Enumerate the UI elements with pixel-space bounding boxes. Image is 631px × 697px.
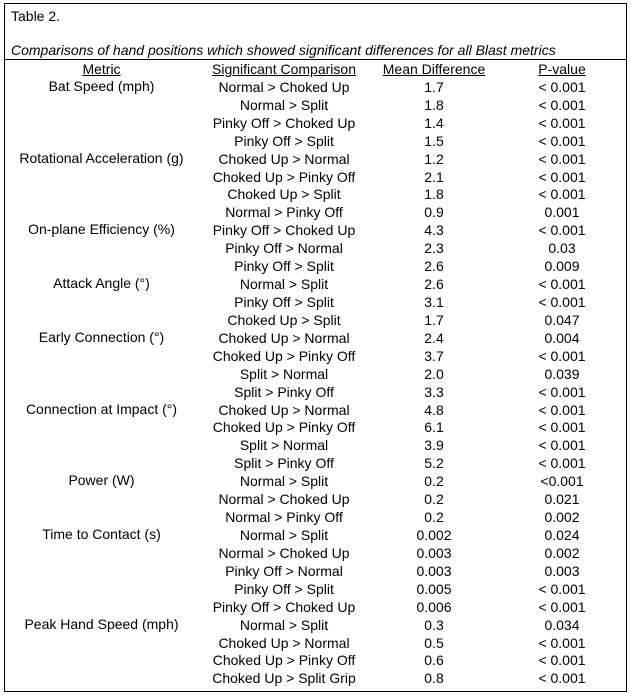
mean-difference-cell: 1.8: [424, 186, 444, 203]
p-value-cell: < 0.001: [538, 580, 586, 597]
mean-difference-cell: 2.1: [424, 168, 444, 185]
table-row: [5, 257, 626, 275]
comparison-cell: Pinky Off > Choked Up: [212, 598, 356, 615]
p-value-cell: < 0.001: [538, 132, 586, 149]
metric-cell: [5, 132, 198, 150]
p-value-cell: < 0.001: [538, 652, 586, 669]
p-value-cell: 0.002: [544, 544, 580, 561]
mean-difference-cell: 2.0: [424, 365, 444, 382]
comparison-cell: Pinky Off > Normal: [225, 562, 343, 579]
comparison-cell: Normal > Split: [239, 527, 329, 543]
mean-difference-cell: 1.7: [424, 78, 444, 95]
comparison-cell: Pinky Off > Normal: [225, 240, 343, 257]
table-row: [5, 221, 626, 239]
metric-cell: Rotational Acceleration (g): [19, 149, 184, 166]
metric-cell: [5, 598, 198, 616]
metric-cell: Connection at Impact (°): [25, 400, 178, 417]
mean-difference-cell: 2.4: [424, 329, 444, 346]
table-row: [5, 472, 626, 490]
metric-cell: [5, 652, 198, 670]
table-row: [5, 239, 626, 257]
comparison-cell: Pinky Off > Split: [234, 132, 334, 149]
mean-difference-cell: 4.8: [424, 401, 444, 418]
mean-difference-cell: 0.3: [424, 616, 444, 633]
mean-difference-cell: 3.7: [424, 347, 444, 364]
table-frame: [4, 3, 627, 692]
p-value-cell: < 0.001: [538, 168, 586, 185]
metric-cell: [5, 365, 198, 383]
table-row: [5, 580, 626, 598]
p-value-cell: < 0.001: [538, 78, 586, 95]
comparison-cell: Split > Normal: [239, 365, 329, 382]
table-row: [5, 275, 626, 293]
p-value-cell: < 0.001: [538, 670, 586, 687]
metric-cell: [5, 114, 198, 132]
table-row: [5, 347, 626, 365]
metric-cell: [5, 239, 198, 257]
mean-difference-cell: 3.3: [424, 383, 444, 400]
metric-cell: [5, 544, 198, 562]
table-row: [5, 419, 626, 437]
mean-difference-cell: 2.3: [424, 240, 444, 257]
metric-cell: Attack Angle (°): [53, 275, 150, 292]
comparison-cell: Pinky Off > Split: [234, 580, 334, 597]
mean-difference-cell: 0.2: [424, 491, 444, 508]
p-value-cell: 0.047: [544, 311, 580, 328]
mean-difference-cell: 1.5: [424, 132, 444, 149]
comparison-cell: Normal > Pinky Off: [225, 509, 343, 526]
table-row: [5, 150, 626, 168]
p-value-cell: 0.021: [544, 491, 580, 508]
table-row: [5, 329, 626, 347]
mean-difference-cell: 0.2: [424, 509, 444, 526]
table-row: [5, 508, 626, 526]
comparison-cell: Split > Pinky Off: [234, 383, 334, 400]
comparison-cell: Choked Up > Split: [227, 311, 341, 328]
table-row: [5, 634, 626, 652]
mean-difference-cell: 0.2: [424, 473, 444, 490]
mean-difference-cell: 0.5: [424, 634, 444, 651]
p-value-cell: < 0.001: [538, 634, 586, 651]
comparison-cell: Normal > Split: [239, 616, 329, 633]
mean-difference-cell: 1.2: [424, 150, 444, 167]
table-row: [5, 293, 626, 311]
metric-cell: [5, 562, 198, 580]
table-row: [5, 652, 626, 670]
p-value-cell: < 0.001: [538, 294, 586, 311]
table-row: [5, 114, 626, 132]
table-row: [5, 186, 626, 204]
metric-cell: [5, 580, 198, 598]
metric-cell: [5, 347, 198, 365]
p-value-cell: < 0.001: [538, 276, 586, 293]
p-value-cell: 0.03: [548, 240, 576, 257]
p-value-cell: 0.009: [544, 258, 580, 275]
p-value-cell: < 0.001: [538, 222, 586, 239]
table-row: [5, 365, 626, 383]
table-row: [5, 203, 626, 221]
p-value-cell: < 0.001: [538, 401, 586, 418]
table-caption: Comparisons of hand positions which showed significant differences for all Blast metrics: [11, 42, 556, 58]
table-row: [5, 132, 626, 150]
metric-cell: [5, 436, 198, 454]
comparison-cell: Choked Up > Pinky Off: [212, 419, 356, 436]
table-row: [5, 96, 626, 114]
p-value-cell: 0.034: [544, 616, 580, 633]
p-value-cell: < 0.001: [538, 96, 586, 113]
comparison-cell: Pinky Off > Split: [234, 294, 334, 311]
mean-difference-cell: 6.1: [424, 419, 444, 436]
comparison-cell: Normal > Choked Up: [218, 491, 350, 508]
comparison-cell: Normal > Pinky Off: [225, 204, 343, 221]
p-value-cell: < 0.001: [538, 383, 586, 400]
table-row: [5, 562, 626, 580]
metric-cell: [5, 293, 198, 311]
mean-difference-cell: 4.3: [424, 222, 444, 239]
metric-cell: [5, 508, 198, 526]
comparison-table: [5, 60, 626, 687]
metric-cell: [5, 383, 198, 401]
header-metric: Metric: [82, 61, 121, 77]
table-row: [5, 598, 626, 616]
mean-difference-cell: 0.003: [416, 562, 452, 579]
comparison-cell: Choked Up > Normal: [218, 329, 350, 346]
comparison-cell: Choked Up > Normal: [218, 401, 350, 418]
mean-difference-cell: 5.2: [424, 455, 444, 472]
table-row: [5, 168, 626, 186]
table-body: [5, 78, 626, 687]
header-mean-difference: Mean Difference: [382, 61, 486, 77]
table-row: [5, 401, 626, 419]
metric-cell: Time to Contact (s): [42, 526, 161, 543]
p-value-cell: <0.001: [540, 473, 584, 490]
p-value-cell: 0.039: [544, 365, 580, 382]
comparison-cell: Choked Up > Normal: [218, 634, 350, 651]
comparison-cell: Choked Up > Pinky Off: [212, 652, 356, 669]
metric-cell: Early Connection (°): [38, 328, 165, 345]
mean-difference-cell: 0.6: [424, 652, 444, 669]
mean-difference-cell: 1.7: [424, 311, 444, 328]
comparison-cell: Split > Normal: [239, 437, 329, 454]
p-value-cell: < 0.001: [538, 114, 586, 131]
comparison-cell: Choked Up > Split Grip: [212, 670, 356, 687]
header-p-value: P-value: [538, 61, 586, 77]
p-value-cell: 0.001: [544, 204, 580, 221]
comparison-cell: Normal > Split: [239, 276, 329, 293]
table-label: Table 2.: [11, 8, 61, 24]
metric-cell: [5, 634, 198, 652]
p-value-cell: < 0.001: [538, 150, 586, 167]
mean-difference-cell: 3.9: [424, 437, 444, 454]
table-row: [5, 669, 626, 687]
mean-difference-cell: 2.6: [424, 276, 444, 293]
comparison-cell: Pinky Off > Choked Up: [212, 222, 356, 239]
p-value-cell: 0.024: [544, 527, 580, 543]
metric-cell: [5, 419, 198, 437]
metric-cell: [5, 669, 198, 687]
p-value-cell: 0.004: [544, 329, 580, 346]
p-value-cell: < 0.001: [538, 455, 586, 472]
metric-cell: [5, 454, 198, 472]
mean-difference-cell: 0.005: [416, 580, 452, 597]
comparison-cell: Choked Up > Pinky Off: [212, 168, 356, 185]
metric-cell: On-plane Efficiency (%): [28, 221, 175, 238]
comparison-cell: Choked Up > Split: [227, 186, 341, 203]
table-row: [5, 454, 626, 472]
table-row: [5, 526, 626, 544]
metric-cell: [5, 186, 198, 204]
mean-difference-cell: 1.8: [424, 96, 444, 113]
table-row: [5, 383, 626, 401]
mean-difference-cell: 0.9: [424, 204, 444, 221]
metric-cell: [5, 257, 198, 275]
comparison-cell: Normal > Choked Up: [218, 78, 350, 95]
table-row: [5, 78, 626, 96]
p-value-cell: < 0.001: [538, 347, 586, 364]
mean-difference-cell: 0.8: [424, 670, 444, 687]
header-comparison: Significant Comparison: [212, 61, 356, 77]
comparison-cell: Choked Up > Pinky Off: [212, 347, 356, 364]
p-value-cell: 0.002: [544, 509, 580, 526]
metric-cell: [5, 96, 198, 114]
p-value-cell: < 0.001: [538, 186, 586, 203]
comparison-cell: Pinky Off > Choked Up: [212, 114, 356, 131]
metric-cell: [5, 203, 198, 221]
metric-cell: [5, 168, 198, 186]
table-row: [5, 616, 626, 634]
table-row: [5, 311, 626, 329]
comparison-cell: Choked Up > Normal: [218, 150, 350, 167]
mean-difference-cell: 1.4: [424, 114, 444, 131]
metric-cell: [5, 490, 198, 508]
p-value-cell: < 0.001: [538, 419, 586, 436]
p-value-cell: 0.003: [544, 562, 580, 579]
mean-difference-cell: 2.6: [424, 258, 444, 275]
p-value-cell: < 0.001: [538, 437, 586, 454]
comparison-cell: Normal > Split: [239, 473, 329, 490]
mean-difference-cell: 0.006: [416, 598, 452, 615]
comparison-cell: Pinky Off > Split: [234, 258, 334, 275]
header-row: [5, 60, 626, 78]
comparison-cell: Split > Pinky Off: [234, 455, 334, 472]
p-value-cell: < 0.001: [538, 598, 586, 615]
table-row: [5, 490, 626, 508]
metric-cell: Bat Speed (mph): [48, 78, 155, 94]
metric-cell: Power (W): [68, 472, 135, 489]
comparison-cell: Normal > Split: [239, 96, 329, 113]
metric-cell: Peak Hand Speed (mph): [24, 615, 179, 632]
table-row: [5, 436, 626, 454]
metric-cell: [5, 311, 198, 329]
mean-difference-cell: 3.1: [424, 294, 444, 311]
mean-difference-cell: 0.002: [416, 527, 452, 543]
comparison-cell: Normal > Choked Up: [218, 544, 350, 561]
mean-difference-cell: 0.003: [416, 544, 452, 561]
table-row: [5, 544, 626, 562]
